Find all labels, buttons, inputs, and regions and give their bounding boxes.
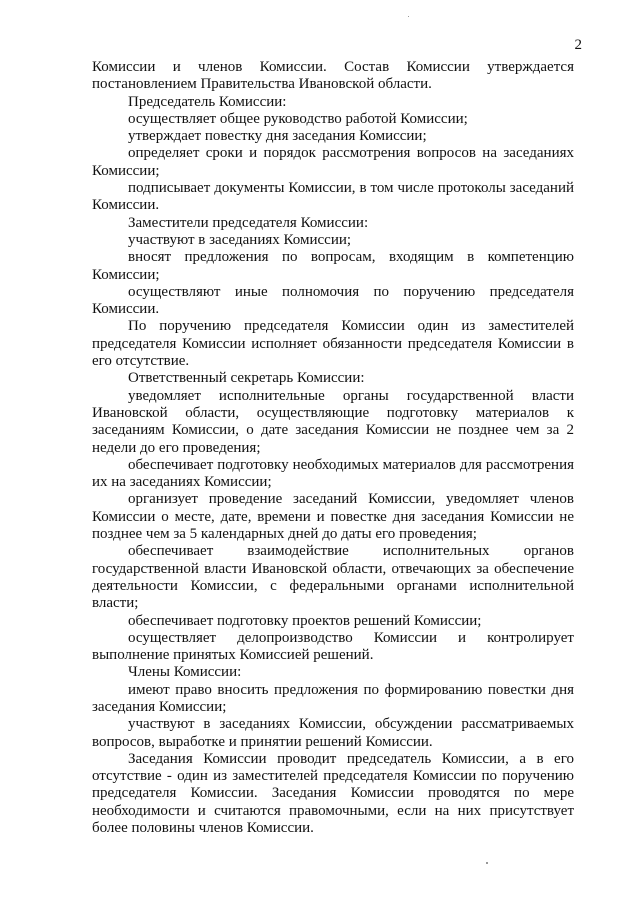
list-item: организует проведение заседаний Комиссии, уведомляет членов Комиссии о месте, дате, времени и повестке дня заседания Комиссии не позднее чем за 5 календарных дней до даты его проведения; (92, 491, 574, 543)
list-item: осуществляет делопроизводство Комиссии и контролирует выполнение принятых Комиссией решений. (92, 629, 574, 664)
document-body (92, 59, 574, 837)
paragraph: Заседания Комиссии проводит председатель Комиссии, а в его отсутствие - один из заместителей председателя Комиссии по поручению председателя Комиссии. Заседания Комиссии проводятся по мере необходимости и считаются правомочными, если на них присутствует более половины членов Комиссии. (92, 750, 574, 837)
list-item: обеспечивает подготовку необходимых материалов для рассмотрения их на заседаниях Комиссии; (92, 456, 574, 491)
page-number: 2 (574, 37, 582, 53)
list-item: вносят предложения по вопросам, входящим в компетенцию Комиссии; (92, 249, 574, 283)
paragraph: По поручению председателя Комиссии один из заместителей председателя Комиссии исполняет обязанности председателя Комиссии в его отсутствие. (92, 318, 574, 370)
list-item: осуществляют иные полномочия по поручению председателя Комиссии. (92, 283, 574, 318)
list-item: обеспечивает взаимодействие исполнительных органов государственной власти Ивановской области, отвечающих за обеспечение деятельности Комиссии, с федеральными органами исполнительной власти; (92, 543, 574, 612)
chairman-heading: Председатель Комиссии: (128, 93, 287, 110)
list-item: подписывает документы Комиссии, в том числе протоколы заседаний Комиссии. (92, 180, 574, 214)
members-heading: Члены Комиссии: (128, 664, 242, 681)
list-item: осуществляет общее руководство работой Комиссии; (128, 110, 468, 127)
scan-speck (486, 862, 488, 864)
list-item: определяет сроки и порядок рассмотрения вопросов на заседаниях Комиссии; (92, 145, 574, 179)
list-item: участвуют в заседаниях Комиссии, обсуждении рассматриваемых вопросов, выработке и принятии решений Комиссии. (92, 716, 574, 750)
list-item: имеют право вносить предложения по формированию повестки дня заседания Комиссии; (92, 681, 574, 715)
paragraph-continuation: Комиссии и членов Комиссии. Состав Комиссии утверждается постановлением Правительства Ивановской области. (92, 59, 574, 93)
list-item: утверждает повестку дня заседания Комиссии; (128, 128, 427, 145)
deputies-heading: Заместители председателя Комиссии: (128, 214, 369, 231)
secretary-heading: Ответственный секретарь Комиссии: (128, 370, 365, 387)
list-item: уведомляет исполнительные органы государственной власти Ивановской области, осуществляющие подготовку материалов к заседаниям Комиссии, о дате заседания Комиссии не позднее чем за 2 недели до его проведения; (92, 387, 574, 456)
scan-speck (408, 16, 409, 17)
list-item: участвуют в заседаниях Комиссии; (128, 231, 352, 248)
list-item: обеспечивает подготовку проектов решений Комиссии; (128, 612, 482, 629)
